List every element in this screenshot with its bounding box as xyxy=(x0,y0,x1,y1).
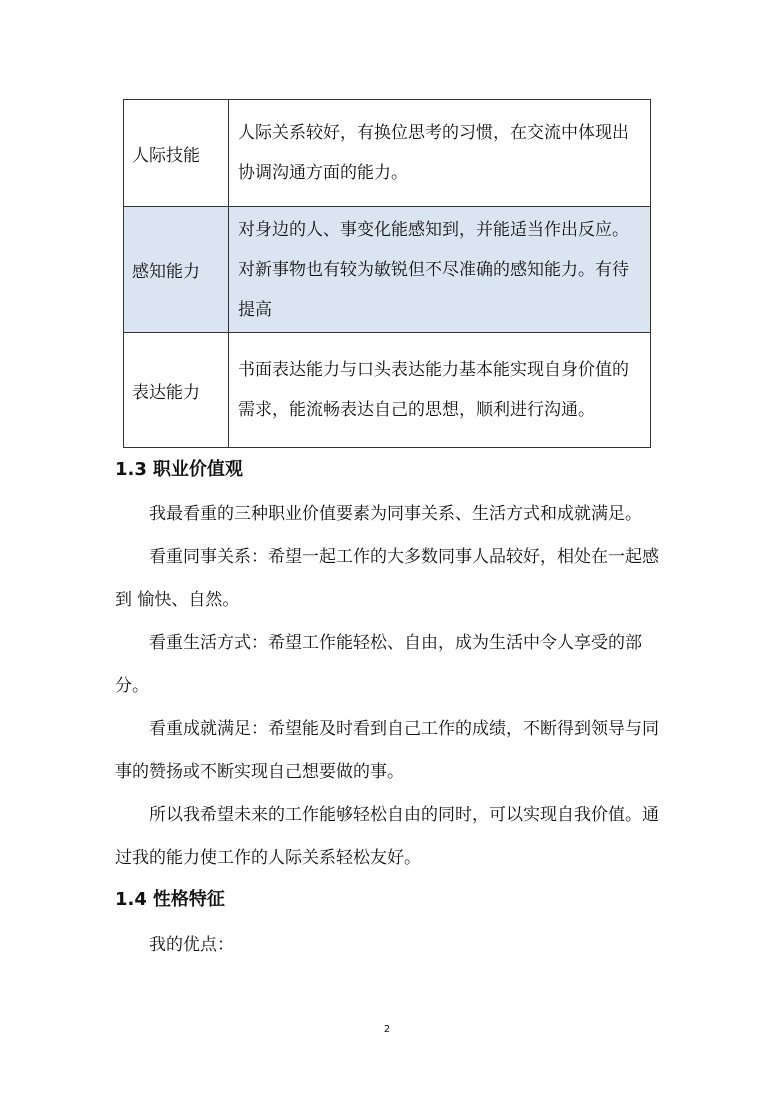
paragraph: 看重同事关系：希望一起工作的大多数同事人品较好，相处在一起感到 愉快、自然。 xyxy=(115,547,659,610)
paragraph: 我最看重的三种职业价值要素为同事关系、生活方式和成就满足。 xyxy=(149,504,642,524)
paragraph: 看重生活方式：希望工作能轻松、自由，成为生活中令人享受的部分。 xyxy=(115,633,642,696)
table-row xyxy=(124,333,651,448)
ability-label: 感知能力 xyxy=(124,207,229,333)
section-number: 1.3 xyxy=(115,459,147,480)
paragraph: 看重成就满足：希望能及时看到自己工作的成绩，不断得到领导与同事的赞扬或不断实现自己想要做的事。 xyxy=(115,719,659,782)
section-title: 职业价值观 xyxy=(152,459,243,480)
section-title: 性格特征 xyxy=(152,889,225,910)
ability-label: 人际技能 xyxy=(124,100,229,207)
ability-description: 对身边的人、事变化能感知到，并能适当作出反应。对新事物也有较为敏锐但不尽准确的感知能力。有待提高 xyxy=(229,207,651,333)
ability-label: 表达能力 xyxy=(124,333,229,448)
page-number: 2 xyxy=(383,1024,391,1035)
ability-description: 人际关系较好，有换位思考的习惯，在交流中体现出协调沟通方面的能力。 xyxy=(229,100,651,207)
section-number: 1.4 xyxy=(115,889,147,910)
abilities-table xyxy=(123,99,651,448)
table-row xyxy=(124,207,651,333)
section-heading-1-3 xyxy=(115,458,243,482)
section-heading-1-4 xyxy=(115,888,225,912)
table-row xyxy=(124,100,651,207)
paragraph: 所以我希望未来的工作能够轻松自由的同时，可以实现自我价值。通过我的能力使工作的人际关系轻松友好。 xyxy=(115,805,659,868)
paragraph: 我的优点： xyxy=(149,935,234,955)
ability-description: 书面表达能力与口头表达能力基本能实现自身价值的需求，能流畅表达自己的思想，顺利进行沟通。 xyxy=(229,333,651,448)
